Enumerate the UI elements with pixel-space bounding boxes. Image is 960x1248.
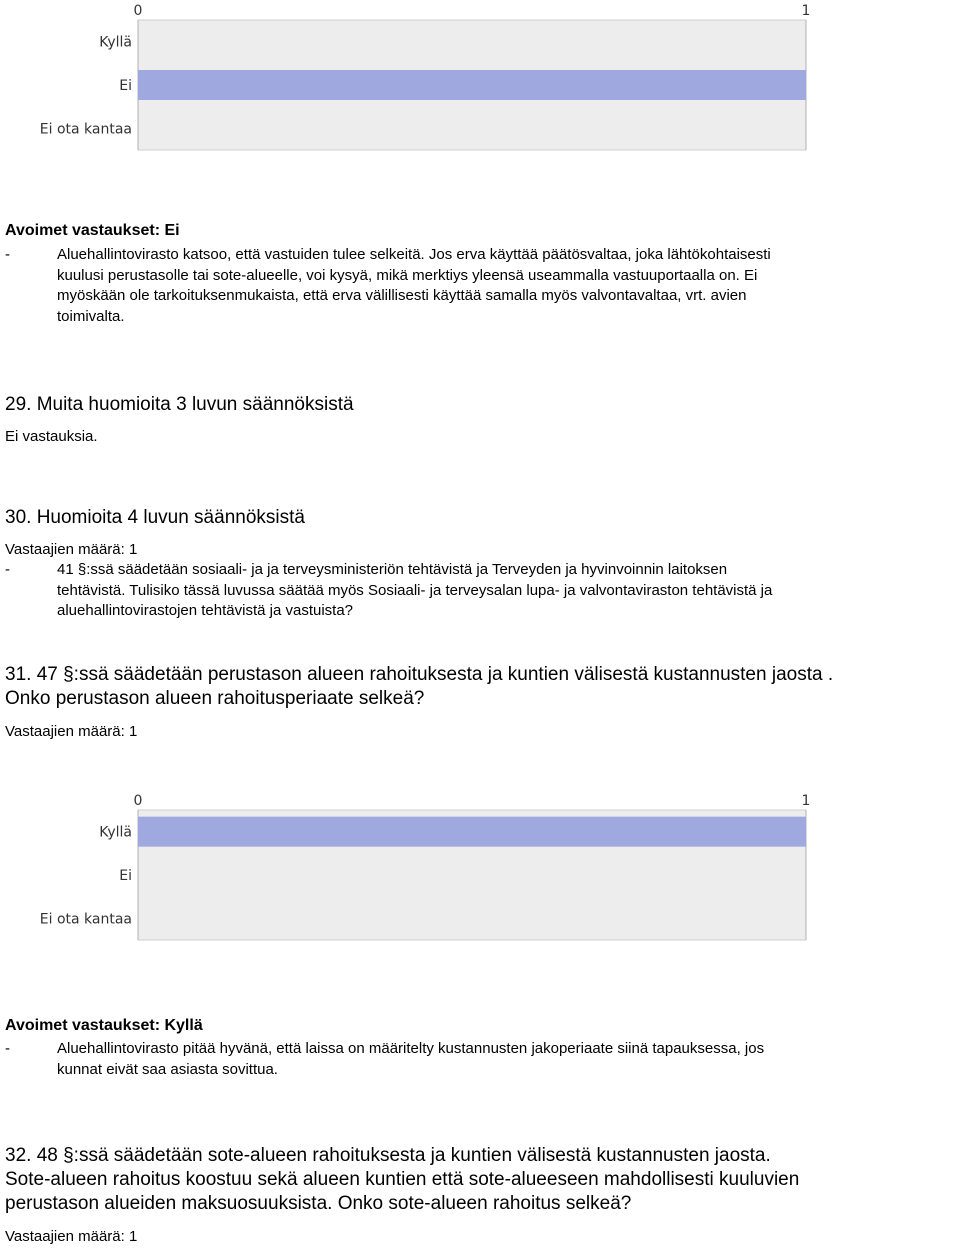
question-30-title: 30. Huomioita 4 luvun säännöksistä bbox=[5, 507, 305, 528]
question-29-title: 29. Muita huomioita 3 luvun säännöksistä bbox=[5, 394, 354, 415]
answer-line: aluehallintovirastojen tehtävistä ja vastuista? bbox=[57, 602, 354, 619]
question-line: 31. 47 §:ssä säädetään perustason alueen rahoituksesta ja kuntien välisestä kustannusten jaosta . bbox=[5, 664, 834, 685]
question-line: Sote-alueen rahoitus koostuu sekä alueen kuntien että sote-alueeseen mahdollisesti kuuluvien bbox=[5, 1169, 800, 1190]
category-label: Ei ota kantaa bbox=[39, 121, 132, 138]
answer-line: toimivalta. bbox=[57, 307, 125, 325]
answer-line: kunnat eivät saa asiasta sovittua. bbox=[57, 1060, 278, 1078]
bar-chart-2 bbox=[0, 790, 820, 960]
question-line: 32. 48 §:ssä säädetään sote-alueen rahoituksesta ja kuntien välisestä kustannusten jaosta. bbox=[5, 1145, 771, 1166]
tick-label: 0 bbox=[133, 3, 143, 19]
tick-label: 1 bbox=[801, 793, 811, 809]
list-dash: - bbox=[5, 561, 10, 578]
bar-chart-1 bbox=[0, 0, 820, 170]
list-dash: - bbox=[5, 246, 10, 263]
answer-line: tehtävistä. Tulisiko tässä luvussa säätää myös Sosiaali- ja terveysalan lupa- ja valvontaviraston tehtävistä ja bbox=[57, 581, 773, 599]
chart2-svg bbox=[0, 790, 820, 960]
category-label: Ei bbox=[119, 868, 132, 884]
answer-line: Aluehallintovirasto pitää hyvänä, että laissa on määritelty kustannusten jakoperiaate siinä tapauksessa, jos bbox=[57, 1040, 765, 1057]
open-answers-heading-ei: Avoimet vastaukset: Ei bbox=[5, 222, 180, 239]
no-answers-text: Ei vastauksia. bbox=[5, 428, 98, 445]
answer-line: myöskään ole tarkoituksenmukaista, että erva välillisesti käyttää samalla myös valvontavaltaa, vrt. avien bbox=[57, 287, 747, 304]
respondent-count: Vastaajien määrä: 1 bbox=[5, 1228, 138, 1245]
question-line: Onko perustason alueen rahoitusperiaate selkeä? bbox=[5, 688, 425, 709]
chart1-svg bbox=[0, 0, 820, 170]
list-dash: - bbox=[5, 1040, 10, 1057]
open-answers-heading-kylla: Avoimet vastaukset: Kyllä bbox=[5, 1017, 203, 1034]
respondent-count: Vastaajien määrä: 1 bbox=[5, 541, 138, 558]
open-answer-kylla bbox=[5, 1039, 955, 1080]
question-line: perustason alueiden maksuosuuksista. Onko sote-alueen rahoitus selkeä? bbox=[5, 1193, 632, 1214]
answer-q30 bbox=[5, 560, 955, 622]
answer-line: Aluehallintovirasto katsoo, että vastuiden tulee selkeitä. Jos erva käyttää päätösvaltaa, joka lähtökohtaisesti bbox=[57, 246, 771, 263]
bar bbox=[138, 817, 806, 847]
question-32-title bbox=[5, 1144, 960, 1216]
answer-line: kuulusi perustasolle tai sote-alueelle, voi kysyä, mikä merktiys yleensä useammalla vastuuportaalla on. Ei bbox=[57, 266, 758, 284]
category-label: Kyllä bbox=[99, 34, 132, 51]
answer-line: 41 §:ssä säädetään sosiaali- ja ja terveysministeriön tehtävistä ja Terveyden ja hyvinvoinnin laitoksen bbox=[57, 561, 728, 578]
open-answer-ei bbox=[5, 245, 955, 327]
category-label: Ei bbox=[119, 78, 132, 94]
tick-label: 0 bbox=[133, 793, 143, 809]
bar bbox=[138, 70, 806, 100]
question-31-title bbox=[5, 663, 960, 711]
category-label: Ei ota kantaa bbox=[39, 911, 132, 928]
tick-label: 1 bbox=[801, 3, 811, 19]
category-label: Kyllä bbox=[99, 824, 132, 841]
respondent-count: Vastaajien määrä: 1 bbox=[5, 723, 138, 740]
